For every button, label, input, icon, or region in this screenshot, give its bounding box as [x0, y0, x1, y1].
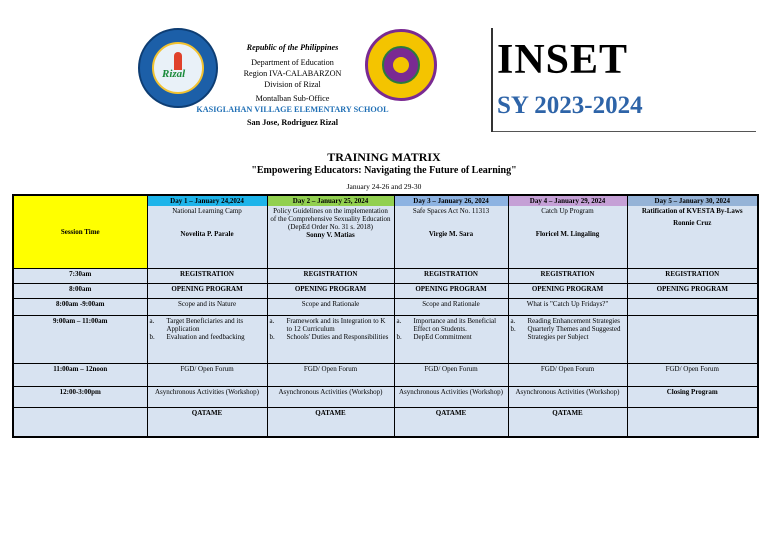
time-cell: 8:00am -9:00am [13, 298, 147, 315]
day-4-topic: Catch Up Program [541, 207, 594, 215]
list-item [397, 317, 506, 333]
day-3-header [394, 195, 508, 268]
day-3-topic: Safe Spaces Act No. 11313 [412, 207, 490, 215]
topic-list [397, 317, 506, 341]
table-cell: FGD/ Open Forum [394, 363, 508, 386]
school-seal [365, 29, 437, 101]
header-divider [491, 28, 493, 132]
day-1-speaker: Novelita P. Parale [180, 230, 234, 238]
table-cell: OPENING PROGRAM [508, 283, 627, 298]
table-cell: REGISTRATION [508, 268, 627, 283]
topic-list [150, 317, 265, 341]
table-cell [508, 315, 627, 363]
topic-list [270, 317, 392, 341]
table-cell [627, 298, 758, 315]
table-cell: QATAME [394, 407, 508, 437]
republic-line: Republic of the Philippines [246, 43, 339, 52]
table-cell: OPENING PROGRAM [394, 283, 508, 298]
list-marker: b. [149, 332, 155, 341]
list-item [270, 317, 392, 333]
school-seal-emblem [393, 57, 409, 73]
day-5-label: Day 5 – January 30, 2024 [628, 196, 758, 206]
table-cell: FGD/ Open Forum [267, 363, 394, 386]
list-item [511, 325, 625, 341]
matrix-subtitle: "Empowering Educators: Navigating the Future of Learning" [251, 165, 517, 176]
table-cell: FGD/ Open Forum [627, 363, 758, 386]
table-cell: QATAME [508, 407, 627, 437]
table-cell: FGD/ Open Forum [147, 363, 267, 386]
table-cell: Closing Program [627, 386, 758, 407]
day-2-header [267, 195, 394, 268]
time-cell: 7:30am [13, 268, 147, 283]
list-marker: a. [510, 316, 516, 325]
table-cell: FGD/ Open Forum [508, 363, 627, 386]
table-cell: REGISTRATION [147, 268, 267, 283]
division-line: Division of Rizal [264, 80, 321, 89]
table-cell: REGISTRATION [394, 268, 508, 283]
table-row [13, 268, 758, 283]
matrix-title: TRAINING MATRIX [327, 150, 441, 164]
list-text: DepEd Commitment [413, 332, 472, 341]
list-item [511, 317, 625, 325]
time-cell [13, 407, 147, 437]
table-cell: QATAME [147, 407, 267, 437]
list-marker: a. [269, 316, 275, 325]
day-3-label: Day 3 – January 26, 2024 [395, 196, 508, 206]
topic-list [511, 317, 625, 341]
day-4-header [508, 195, 627, 268]
time-cell: 8:00am [13, 283, 147, 298]
day-5-speaker: Ronnie Cruz [673, 219, 712, 227]
day-2-topic: Policy Guidelines on the implementation of the Comprehensive Sexuality Education (DepEd Order No. 31 s. 2018) [270, 207, 391, 231]
day-5-topic: Ratification of KVESTA By-Laws [641, 207, 743, 215]
region-line: Region IVA-CALABARZON [243, 69, 342, 78]
table-row [13, 386, 758, 407]
table-cell: OPENING PROGRAM [147, 283, 267, 298]
list-text: Reading Enhancement Strategies [527, 316, 621, 325]
list-item [270, 333, 392, 341]
matrix-dates: January 24-26 and 29-30 [346, 182, 422, 191]
day-1-topic: National Learning Camp [172, 207, 242, 215]
table-cell [147, 315, 267, 363]
list-text: Evaluation and feedbacking [166, 332, 245, 341]
list-item [397, 333, 506, 341]
day-5-header [627, 195, 758, 268]
list-marker: a. [396, 316, 402, 325]
time-cell: 9:00am – 11:00am [13, 315, 147, 363]
list-item [150, 317, 265, 333]
table-cell: Asynchronous Activities (Workshop) [508, 386, 627, 407]
day-4-label: Day 4 – January 29, 2024 [509, 196, 627, 206]
list-text: Importance and its Beneficial Effect on Students. [413, 316, 497, 333]
list-marker: b. [269, 332, 275, 341]
school-seal-inner [382, 46, 420, 84]
day-3-speaker: Virgie M. Sara [428, 230, 474, 238]
day-4-speaker: Floricel M. Lingaling [535, 230, 600, 238]
table-cell: What is "Catch Up Fridays?" [508, 298, 627, 315]
table-cell: OPENING PROGRAM [267, 283, 394, 298]
table-cell [394, 315, 508, 363]
table-cell: Asynchronous Activities (Workshop) [394, 386, 508, 407]
list-item [150, 333, 265, 341]
suboffice-line: Montalban Sub-Office [255, 94, 330, 103]
table-cell: Asynchronous Activities (Workshop) [267, 386, 394, 407]
table-cell: REGISTRATION [267, 268, 394, 283]
table-cell [627, 315, 758, 363]
day-2-label: Day 2 – January 25, 2024 [268, 196, 394, 206]
time-cell: 12:00-3:00pm [13, 386, 147, 407]
department-line: Department of Education [251, 58, 334, 67]
time-cell: 11:00am – 12noon [13, 363, 147, 386]
day-1-header [147, 195, 267, 268]
table-cell: QATAME [267, 407, 394, 437]
table-cell: Asynchronous Activities (Workshop) [147, 386, 267, 407]
table-cell: Scope and Rationale [267, 298, 394, 315]
inset-title: INSET [497, 37, 629, 83]
school-year: SY 2023-2024 [497, 92, 643, 119]
table-cell [627, 407, 758, 437]
list-marker: b. [396, 332, 402, 341]
table-row [13, 363, 758, 386]
list-text: Target Beneficiaries and its Application [166, 316, 244, 333]
list-text: Schools' Duties and Responsibilities [286, 332, 389, 341]
school-name: KASIGLAHAN VILLAGE ELEMENTARY SCHOOL [196, 105, 389, 114]
school-address: San Jose, Rodriguez Rizal [247, 118, 338, 127]
list-text: Framework and its Integration to K to 12 Curriculum [286, 316, 386, 333]
header-underline [493, 131, 756, 132]
table-row [13, 407, 758, 437]
table-cell: OPENING PROGRAM [627, 283, 758, 298]
session-time-header: Session Time [13, 195, 147, 268]
table-cell: Scope and Rationale [394, 298, 508, 315]
list-marker: b. [510, 324, 516, 333]
day-1-label: Day 1 – January 24,2024 [148, 196, 267, 206]
table-cell: REGISTRATION [627, 268, 758, 283]
day-header-row [13, 195, 758, 268]
table-cell: Scope and its Nature [147, 298, 267, 315]
list-marker: a. [149, 316, 155, 325]
table-row [13, 315, 758, 363]
table-row [13, 298, 758, 315]
seal-lettering: Rizal [162, 68, 186, 80]
list-text: Quarterly Themes and Suggested Strategies per Subject [527, 324, 621, 341]
table-cell [267, 315, 394, 363]
table-row [13, 283, 758, 298]
day-2-speaker: Sonny V. Matias [306, 231, 355, 239]
training-matrix-table [12, 194, 759, 438]
